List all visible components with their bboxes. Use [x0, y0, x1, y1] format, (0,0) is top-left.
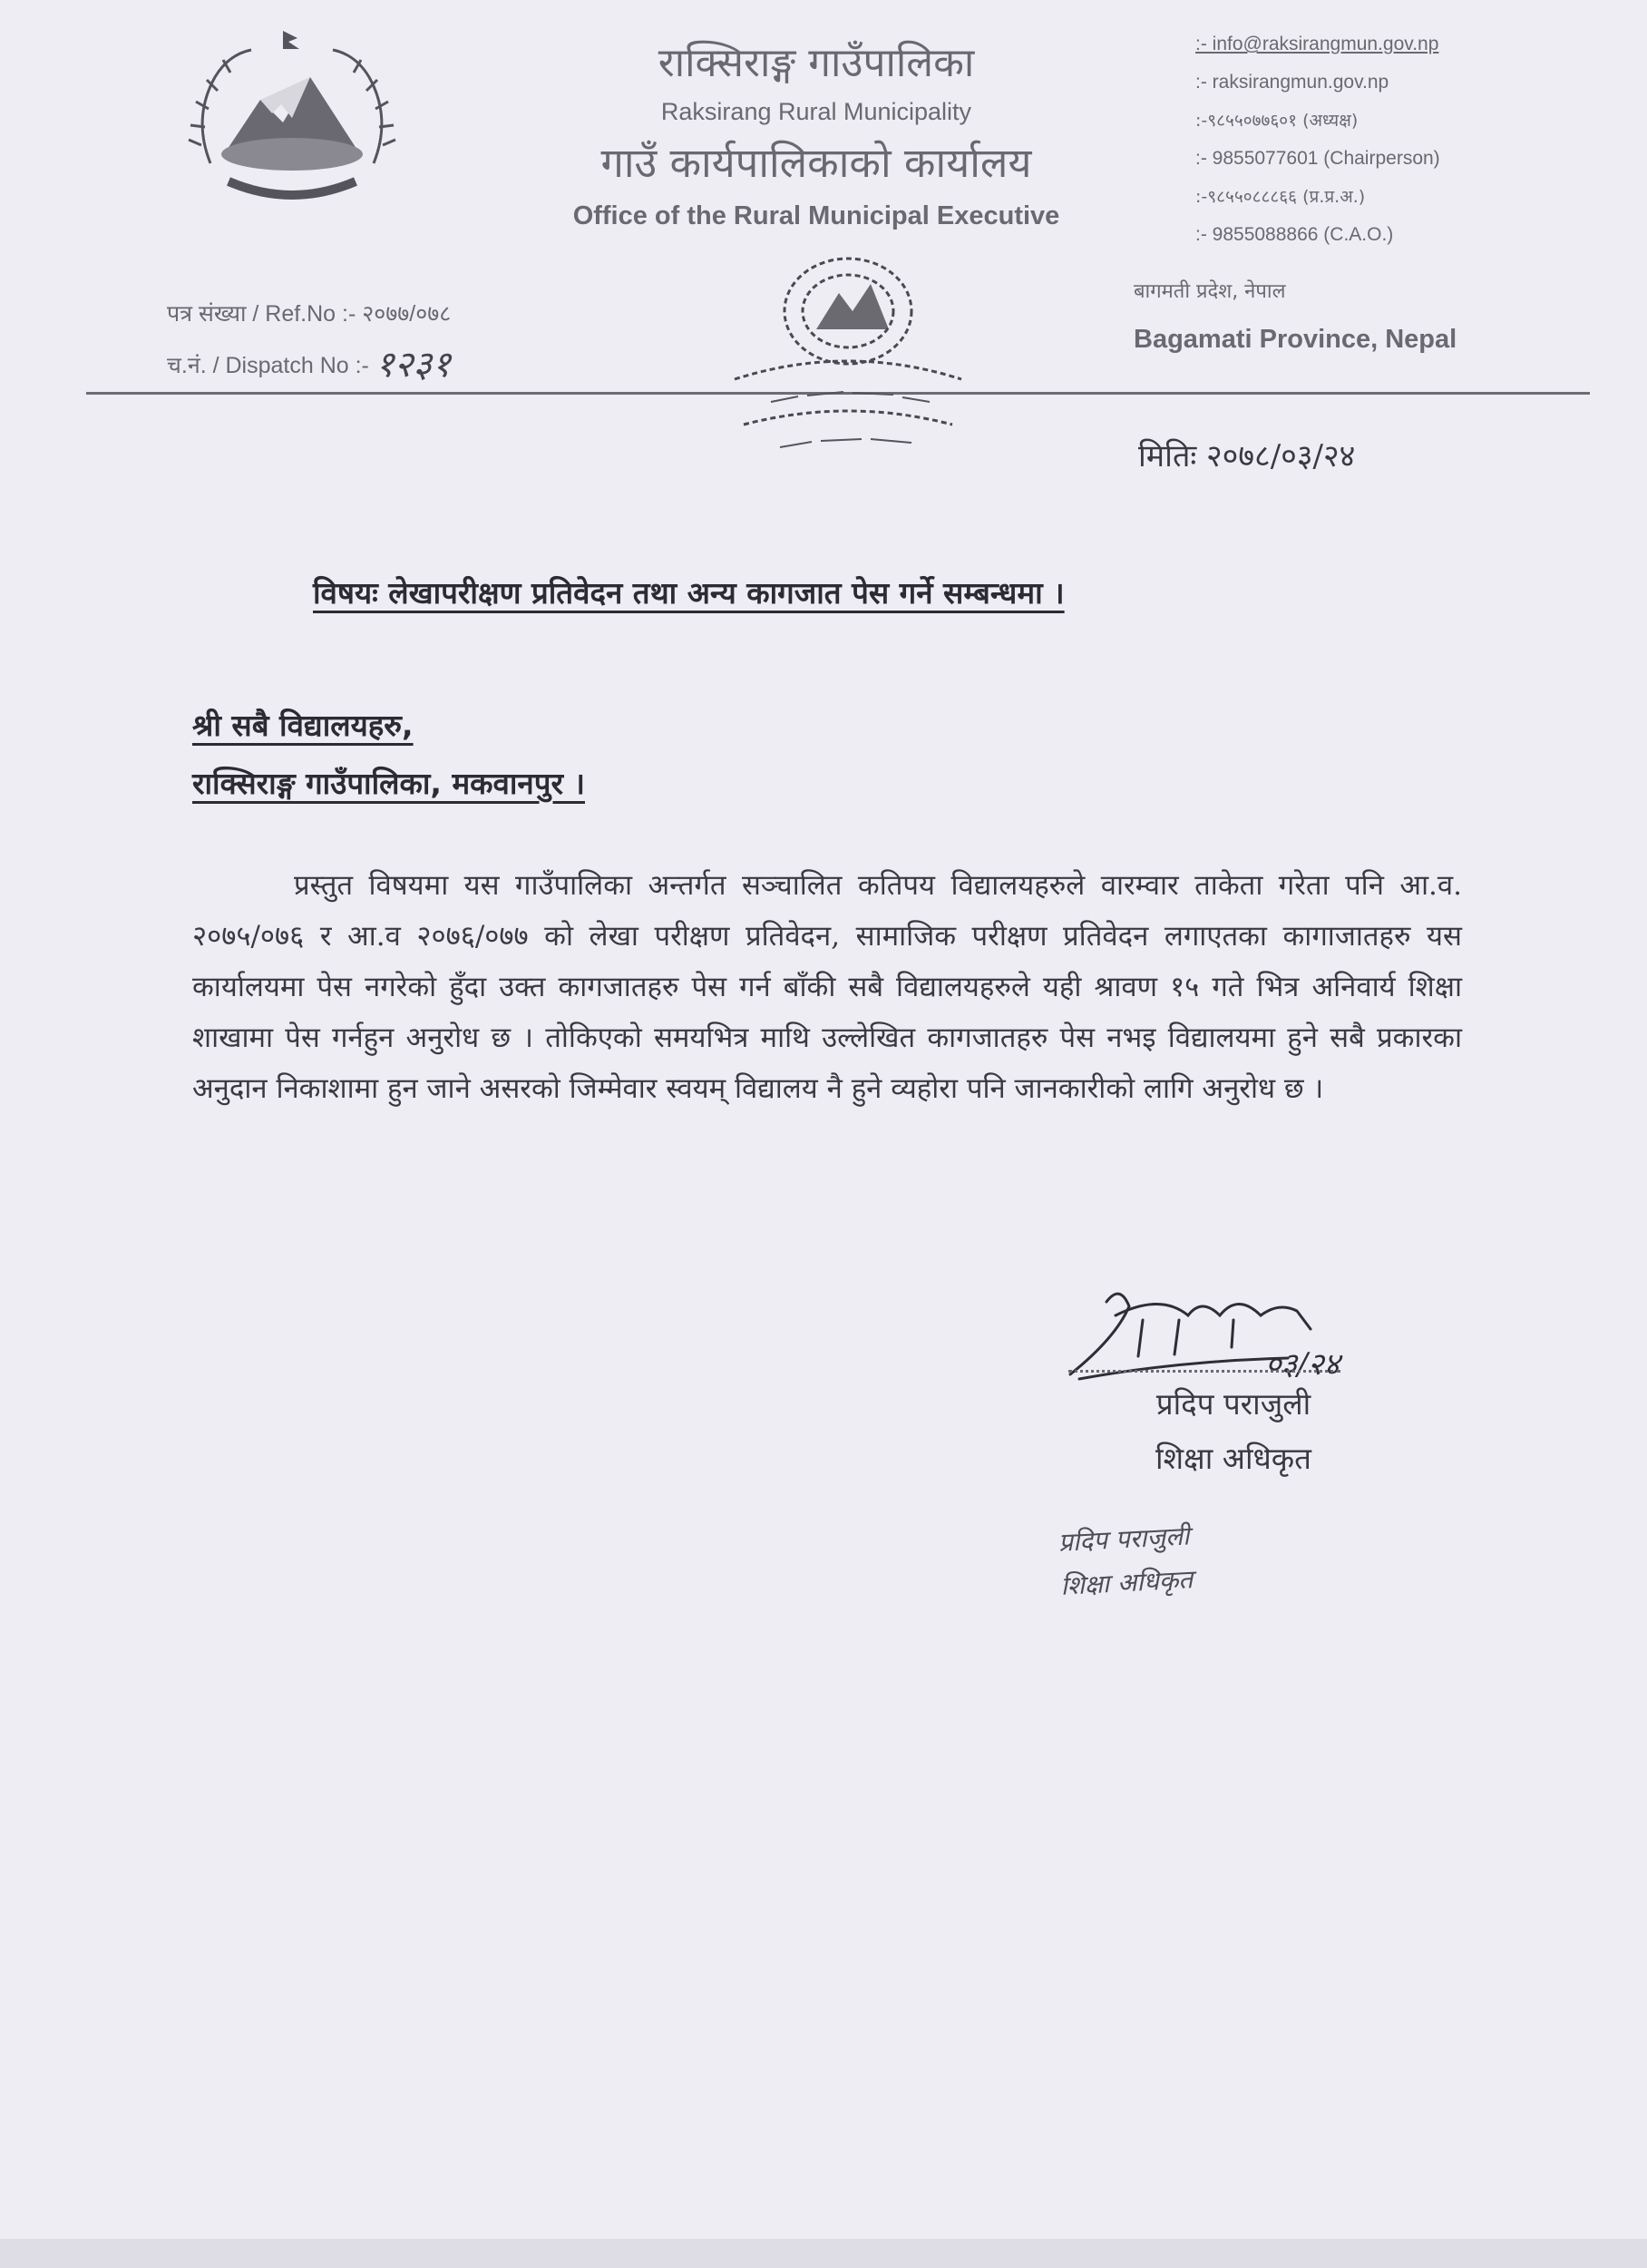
website-link[interactable]: :- raksirangmun.gov.np [1195, 72, 1389, 93]
signatory-block [1079, 1377, 1388, 1486]
addressee-line-2: राक्सिराङ्ग गाउँपालिका, मकवानपुर । [192, 766, 585, 801]
scan-edge [0, 2239, 1647, 2268]
phone-cao-np: :-९८५५०८८८६६ (प्र.प्र.अ.) [1195, 187, 1366, 207]
nepal-emblem-icon [174, 27, 410, 218]
letter-date: मितिः २०७८/०३/२४ [1138, 438, 1356, 474]
addressee-block [192, 697, 1009, 813]
body-paragraph: प्रस्तुत विषयमा यस गाउँपालिका अन्तर्गत सञ्चालित कतिपय विद्यालयहरुले वारम्वार ताकेता गरेता पनि आ.व. २०७५/०७६ र आ.व २०७६/०७७ को लेखा परीक्षण प्रतिवेदन, सामाजिक परीक्षण प्रतिवेदन लगाएतका कागाजातहरु यस कार्यालयमा पेस नगरेको हुँदा उक्त कागजातहरु पेस गर्न बाँकी सबै विद्यालयहरुले यही श्रावण १५ गते भित्र अनिवार्य शिक्षा शाखामा पेस गर्नहुन अनुरोध छ । तोकिएको समयभित्र माथि उल्लेखित कागजातहरु पेस नभइ विद्यालयमा हुने सबै प्रकारका अनुदान निकाशामा हुन जाने असरको जिम्मेवार स्वयम् विद्यालय नै हुने व्यहोरा पनि जानकारीको लागि अनुरोध छ । [192, 869, 1462, 1105]
signatory-name: प्रदिप पराजुली [1155, 1386, 1311, 1422]
province-block [1134, 272, 1533, 367]
email-link[interactable]: :- info@raksirangmun.gov.np [1195, 34, 1439, 54]
addressee-line-1: श्री सबै विद्यालयहरु, [192, 708, 414, 743]
letter-subject [313, 572, 1365, 612]
dispatch-value: १२३१ [375, 344, 452, 386]
stamp-title: शिक्षा अधिकृत [1059, 1564, 1194, 1601]
phone-chairperson-np: :-९८५५०७७६०१ (अध्यक्ष) [1195, 111, 1359, 131]
contact-block [1195, 25, 1631, 254]
dispatch-label: च.नं. / Dispatch No :- [167, 353, 369, 378]
ref-value: २०७७/०७८ [362, 301, 452, 327]
phone-chairperson-en: :- 9855077601 (Chairperson) [1195, 148, 1440, 169]
signature-icon [1052, 1275, 1379, 1393]
office-name-np: गाउँ कार्यपालिकाको कार्यालय [600, 139, 1032, 187]
province-np: बागमती प्रदेश, नेपाल [1134, 280, 1286, 303]
letterhead-title [508, 36, 1125, 238]
phone-cao-en: :- 9855088866 (C.A.O.) [1195, 224, 1394, 245]
name-stamp [1057, 1505, 1370, 1608]
ref-label: पत्र संख्या / Ref.No :- [167, 301, 356, 327]
province-en: Bagamati Province, Nepal [1134, 325, 1457, 354]
subject-text: विषयः लेखापरीक्षण प्रतिवेदन तथा अन्य कागजात पेस गर्ने सम्बन्धमा । [313, 575, 1065, 611]
signature-date: ०३/२४ [1265, 1346, 1340, 1383]
municipality-name-np: राक्सिराङ्ग गाउँपालिका [658, 40, 975, 86]
office-name-en: Office of the Rural Municipal Executive [572, 201, 1060, 230]
stamp-name: प्रदिप पराजुली [1057, 1520, 1191, 1558]
reference-block [167, 288, 620, 390]
signature-line [1068, 1370, 1340, 1373]
municipality-name-en: Raksirang Rural Municipality [660, 98, 972, 125]
letter-body [192, 860, 1462, 1114]
office-seal-icon [716, 243, 979, 479]
signatory-title: शिक्षा अधिकृत [1155, 1441, 1311, 1476]
